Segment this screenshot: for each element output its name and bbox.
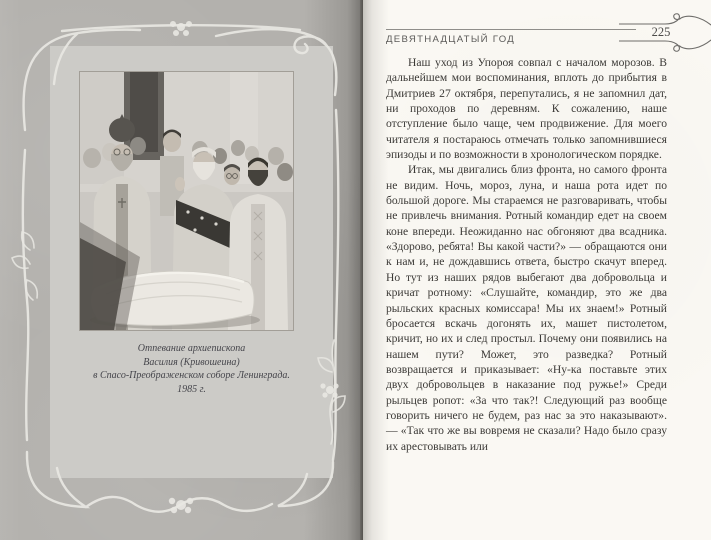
caption-line: Василия (Кривошеина): [143, 356, 240, 368]
caption-line: в Спасо-Преображенском соборе Ленинграда.: [93, 370, 290, 381]
photo-panel: [50, 46, 333, 478]
curl-ornament-top: [619, 11, 711, 26]
body-text: [386, 55, 667, 454]
body-paragraph: Итак, мы двигались близ фронта, но самого фронта не видим. Ночь, мороз, луна, и наша рота идет по большой дороге. Мы стараемся не разговаривать, чтобы не привлечь внимания. Ротный командир едет на своем коне впереди. Неожиданно нас обгоняют два всадника. «Здорово, ребята! Вы какой части?» — обращаются они к нам и, не дождавшись ответа, быстро скачут вперед. Но тут из наших рядов выбегают два добровольца и кричат ротному: «Слушайте, командир, это же два рыльских красных комиссара! Мы их знаем!» Ротный бросается вскачь догонять их, машет пистолетом, кричит, но их и след простыл. Почему они появились на нашем пути? Может, это разведка? Ротный возвращается и приказывает: «Ну-ка поставьте этих двух добровольцев в наказание под ружье!» Среди рыльцев ропот: «За что так?! Следующий раз вообще говорить ничего не будем, раз нас за это наказывают». — «Так что же вы вовремя не сказали? Надо было сразу их арестовывать или: [386, 163, 667, 453]
running-title: ДЕВЯТНАДЦАТЫЙ ГОД: [386, 34, 516, 45]
caption-line: 1985 г.: [177, 383, 206, 395]
curl-ornament-bottom: [619, 39, 711, 54]
funeral-photo: [80, 72, 293, 330]
page-number: 225: [651, 25, 671, 39]
caption-line: Отпевание архиепископа: [137, 343, 246, 354]
right-page: [363, 0, 711, 540]
page-number-ornament: [619, 11, 711, 54]
photo-caption: [50, 342, 333, 396]
body-paragraph: Наш уход из Упороя совпал с началом морозов. В дальнейшем мои воспоминания, вплоть до прибытия в Дмитриев 27 октября, перепутались, я не запомнил дат, ни проходов по деревням. К сожалению, наше отступление было чаще, чем продвижение. Для моего читателя я постараюсь отмечать только запомнившиеся эпизоды и по возможности в хронологическом порядке.: [386, 56, 667, 162]
photo-woman-glasses: [224, 164, 240, 185]
header-rule: [386, 29, 636, 30]
